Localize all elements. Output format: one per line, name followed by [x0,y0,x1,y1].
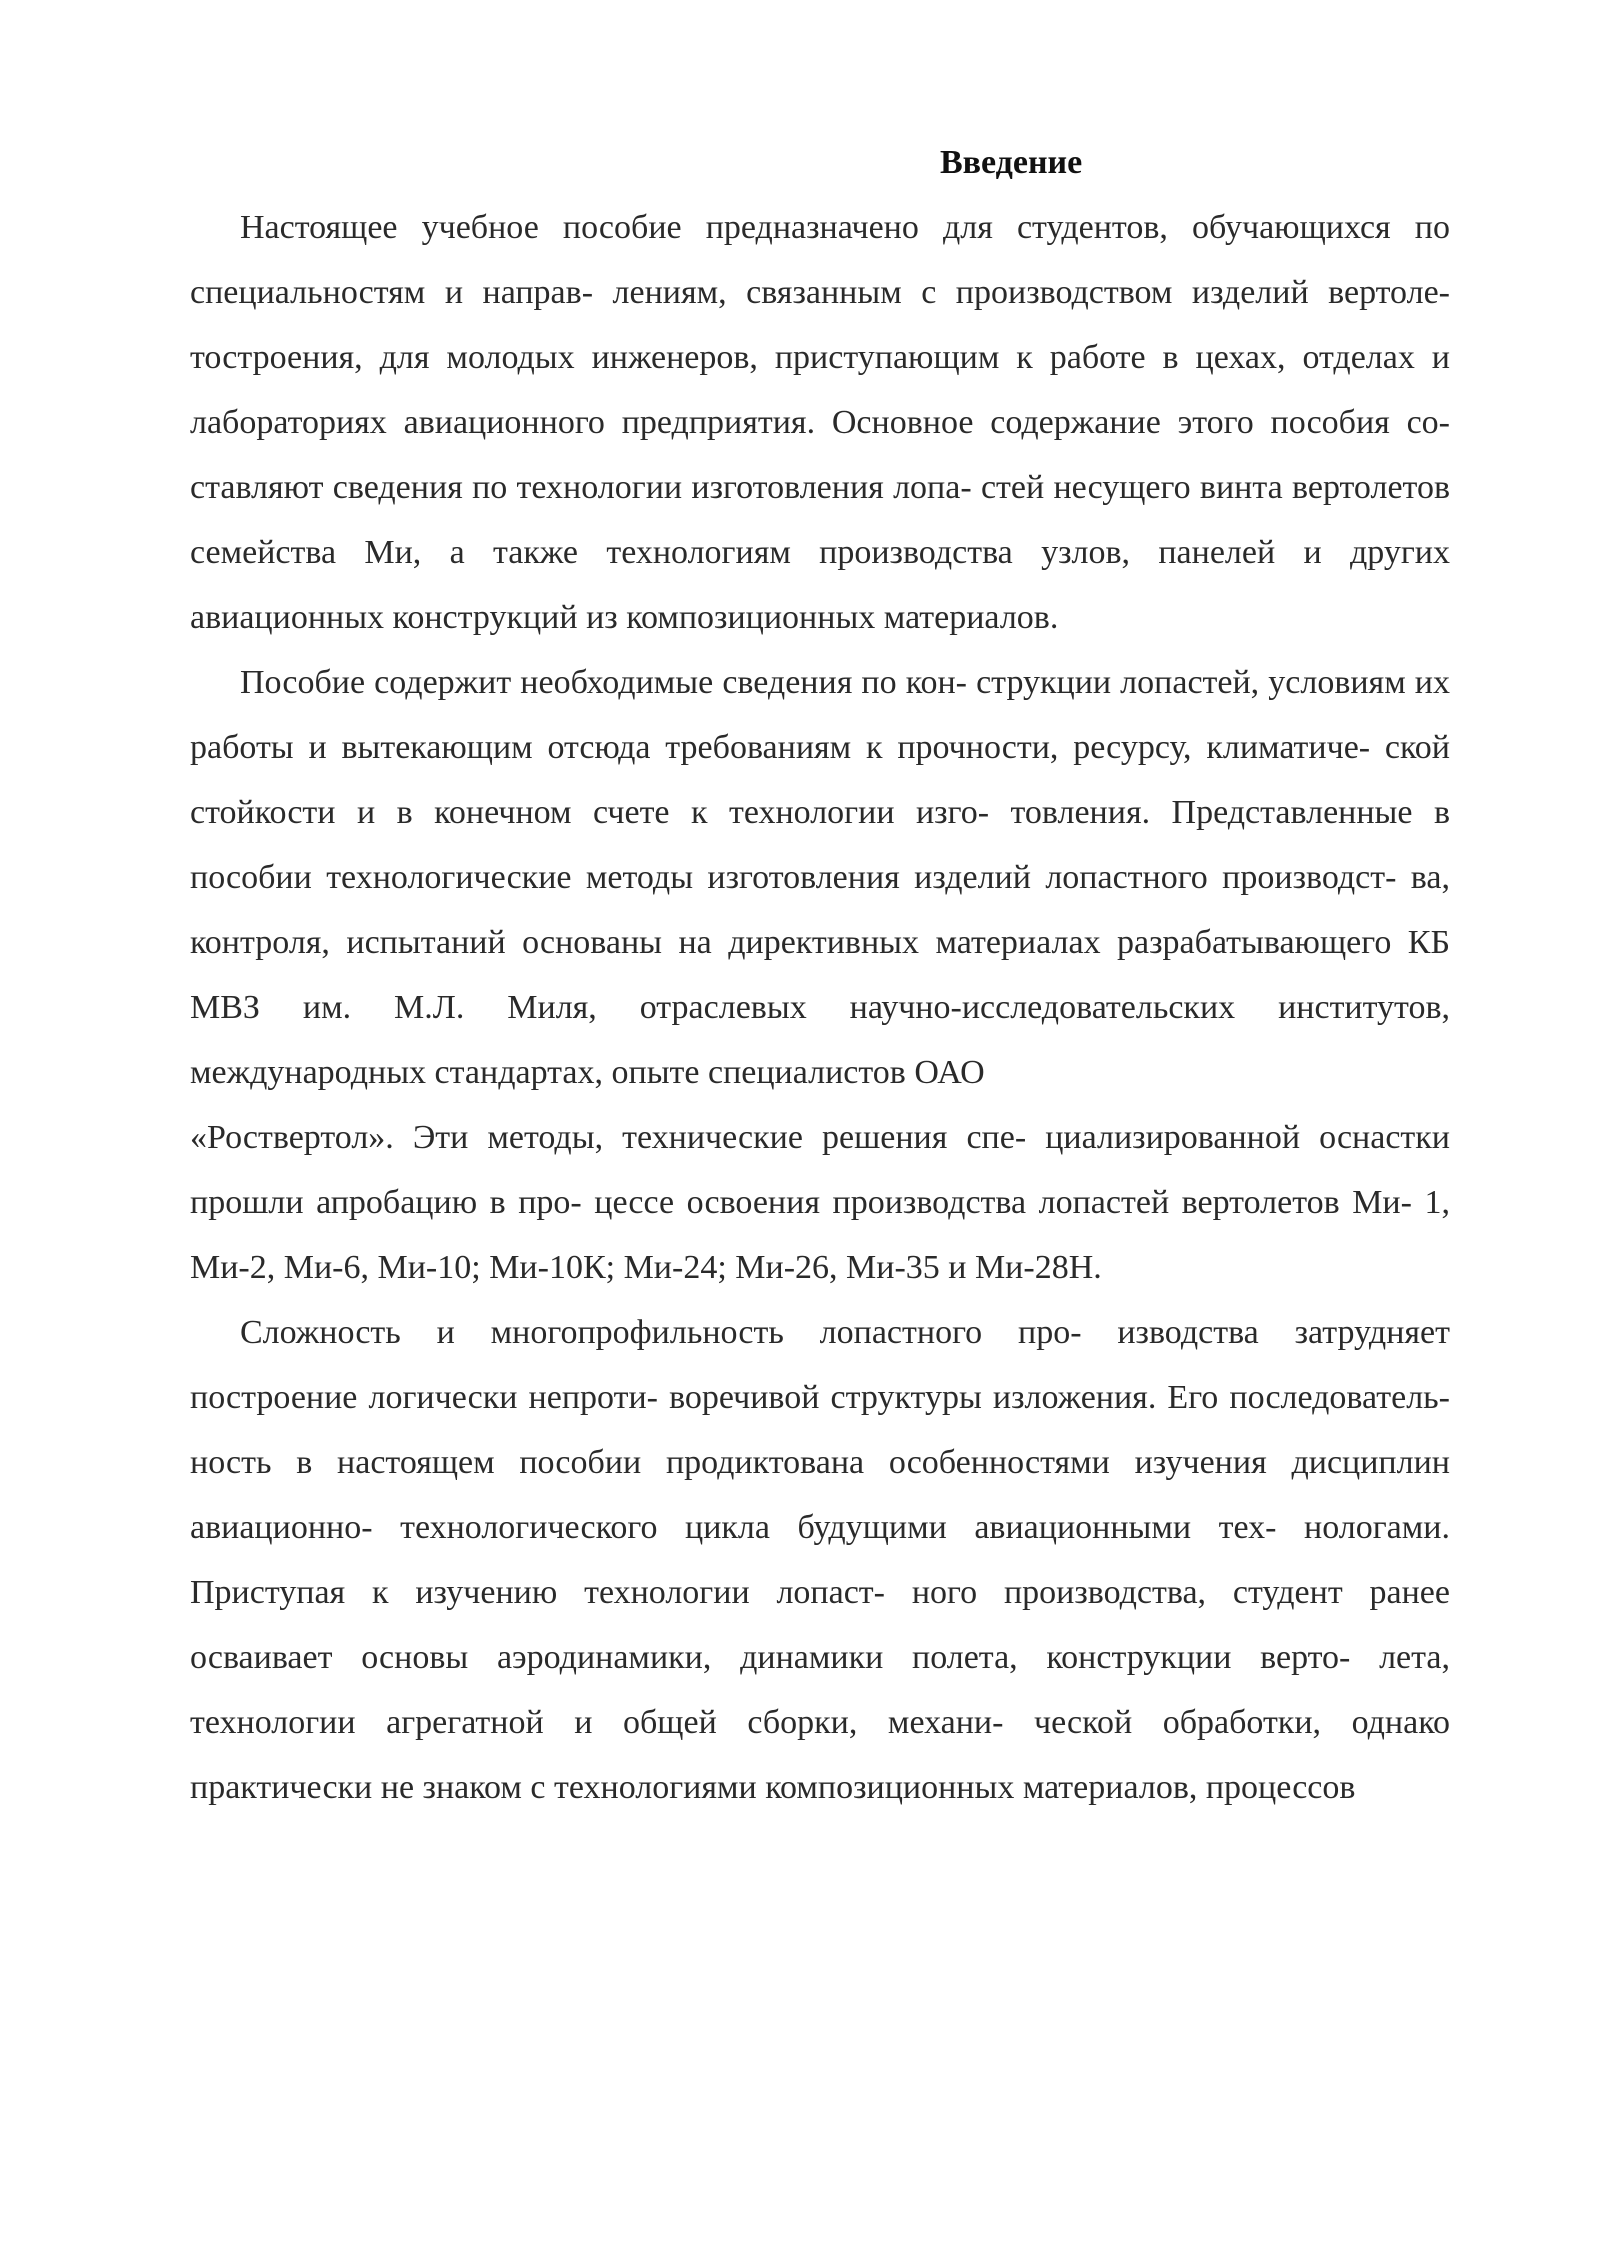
paragraph-intro: Настоящее учебное пособие предназначено для студентов, обучающихся по специальностям и направ- лениям, связанным с производством изделий вертоле- тостроения, для молодых инженеров, приступающим к работе в цехах, отделах и лабораториях авиационного предприятия. Основное содержание этого пособия со- ставляют сведения по технологии изготовления лопа- стей несущего винта вертолетов семейства Ми, а также технологиям производства узлов, панелей и других авиационных конструкций из композиционных материалов. [190,209,1450,636]
paragraph-content-continued: «Роствертол». Эти методы, технические решения спе- циализированной оснастки прошли апробацию в про- цессе освоения производства лопастей вертолетов Ми- 1, Ми-2, Ми-6, Ми-10; Ми-10К; Ми-24; Ми-26, Ми-35 и Ми-28Н. [190,1119,1450,1286]
paragraph-content: Пособие содержит необходимые сведения по кон- струкции лопастей, условиям их работы и вытекающим отсюда требованиям к прочности, ресурсу, климатиче- ской стойкости и в конечном счете к технологии изго- товления. Представленные в пособии технологические методы изготовления изделий лопастного производст- ва, контроля, испытаний основаны на директивных материалах разрабатывающего КБ МВЗ им. М.Л. Миля, отраслевых научно-исследовательских институтов, международных стандартах, опыте специалистов ОАО [190,664,1450,1091]
paragraph-complexity: Сложность и многопрофильность лопастного про- изводства затрудняет построение логически непроти- воречивой структуры изложения. Его последователь- ность в настоящем пособии продиктована особенностями изучения дисциплин авиационно- технологического цикла будущими авиационными тех- нологами. Приступая к изучению технологии лопаст- ного производства, студент ранее осваивает основы аэродинамики, динамики полета, конструкции верто- лета, технологии агрегатной и общей сборки, механи- ческой обработки, однако практически не знаком с технологиями композиционных материалов, процессов [190,1314,1450,1806]
document-body [190,130,1450,1820]
page-title: Введение [940,144,1083,181]
